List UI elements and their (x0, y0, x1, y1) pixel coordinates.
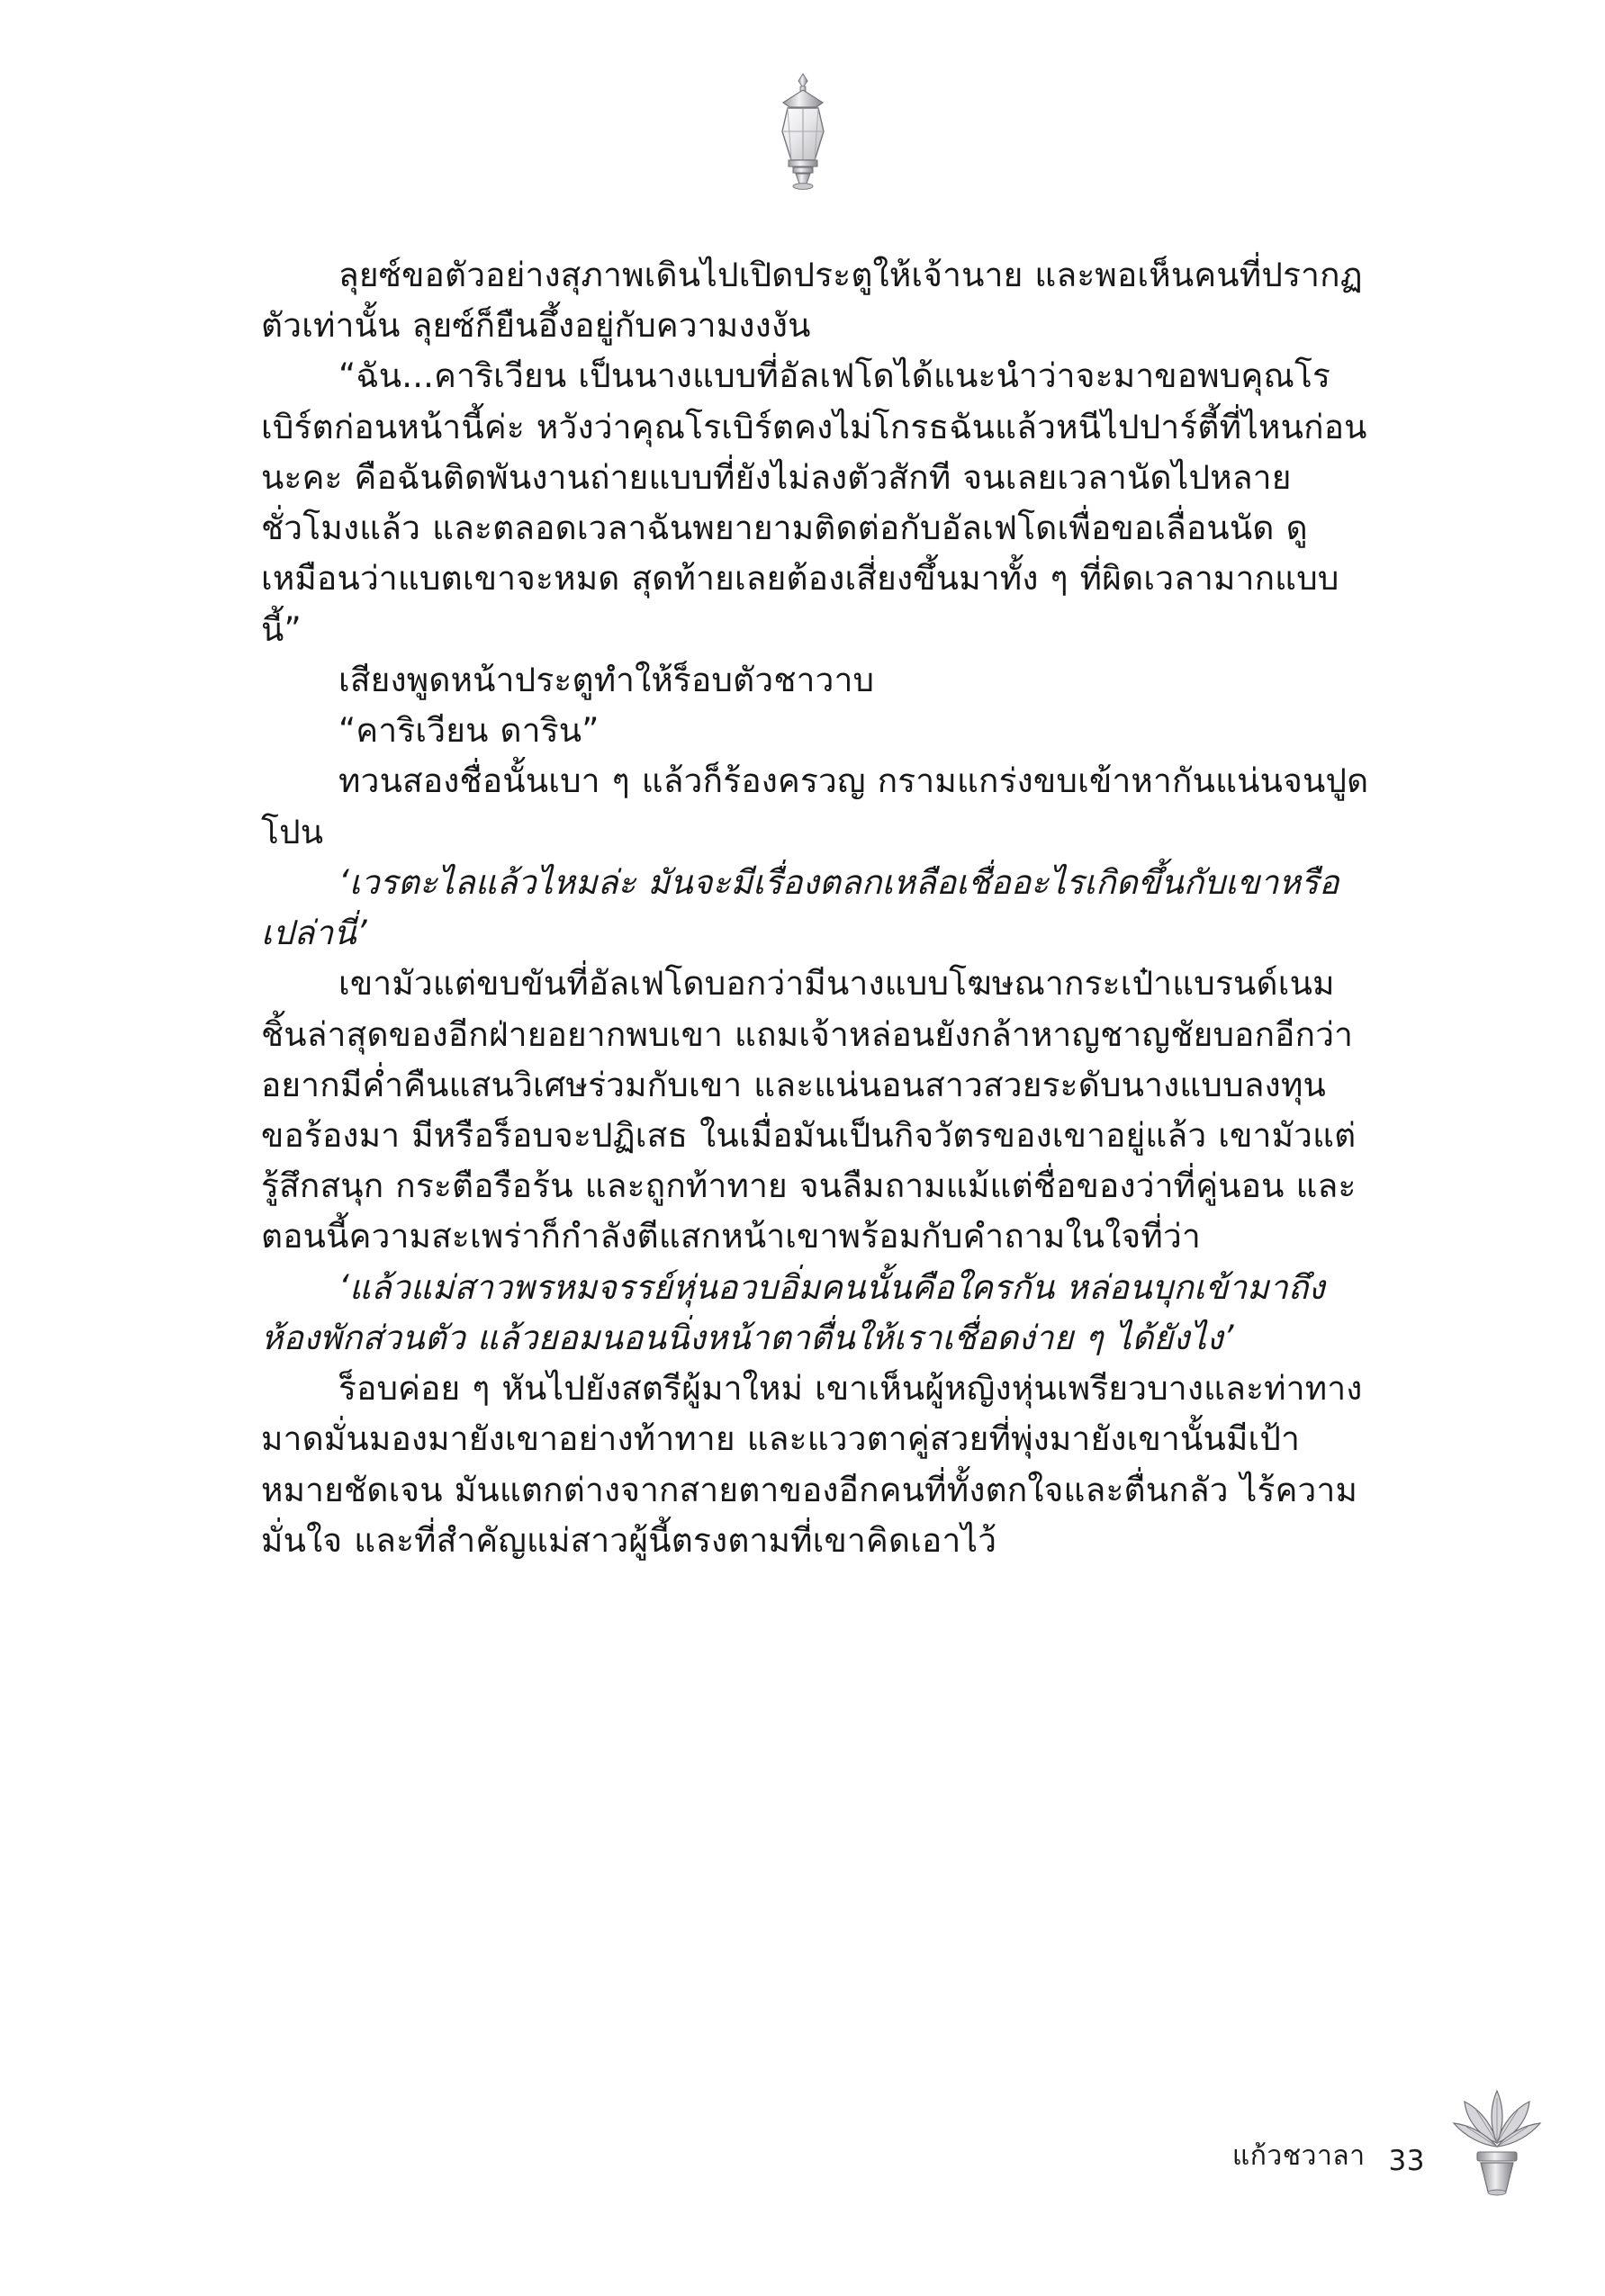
footer-author-name: แก้วชวาลา (1231, 2140, 1366, 2172)
paragraph-6-inner-thought: ‘เวรตะไลแล้วไหมล่ะ มันจะมีเรื่องตลกเหลือเชื่ออะไรเกิดขึ้นกับเขาหรือเปล่านี่’ (261, 862, 1339, 953)
page-number: 33 (1388, 2145, 1425, 2177)
body-text-column (261, 250, 1377, 1566)
top-ornament-container (0, 70, 1605, 192)
paragraph-5: ทวนสองชื่อนั้นเบา ๆ แล้วก็ร้องครวญ กรามแกร่งขบเข้าหากันแน่นจนปูดโปน (261, 761, 1369, 851)
paragraph-3: เสียงพูดหน้าประตูทำให้ร็อบตัวชาวาบ (338, 660, 875, 699)
paragraph-7: เขามัวแต่ขบขันที่อัลเฟโดบอกว่ามีนางแบบโฆษณากระเป๋าแบรนด์เนมชิ้นล่าสุดของอีกฝ่ายอยากพบเขา แถมเจ้าหล่อนยังกล้าหาญชาญชัยบอกอีกว่าอยากมีค่ำคืนแสนวิเศษร่วมกับเขา และแน่นอนสาวสวยระดับนางแบบลงทุนขอร้องมา มีหรือร็อบจะปฏิเสธ ในเมื่อมันเป็นกิจวัตรของเขาอยู่แล้ว เขามัวแต่รู้สึกสนุก กระตือรือร้น และถูกท้าทาย จนลืมถามแม้แต่ชื่อของว่าที่คู่นอน และตอนนี้ความสะเพร่าก็กำลังตีแสกหน้าเขาพร้อมกับคำถามในใจที่ว่า (261, 964, 1357, 1256)
page-footer (0, 2075, 1605, 2210)
paragraph-2: “ฉัน...คาริเวียน เป็นนางแบบที่อัลเฟโดได้แนะนำว่าจะมาขอพบคุณโรเบิร์ตก่อนหน้านี้ค่ะ หวังว่าคุณโรเบิร์ตคงไม่โกรธฉันแล้วหนีไปปาร์ตี้ที่ไหนก่อนนะคะ คือฉันติดพันงานถ่ายแบบที่ยังไม่ลงตัวสักที จนเลยเวลานัดไปหลายชั่วโมงแล้ว และตลอดเวลาฉันพยายามติดต่อกับอัลเฟโดเพื่อขอเลื่อนนัด ดูเหมือนว่าแบตเขาจะหมด สุดท้ายเลยต้องเสี่ยงขึ้นมาทั้ง ๆ ที่ผิดเวลามากแบบนี้” (261, 356, 1367, 649)
paragraph-1: ลุยซ์ขอตัวอย่างสุภาพเดินไปเปิดประตูให้เจ้านาย และพอเห็นคนที่ปรากฏตัวเท่านั้น ลุยซ์ก็ยืนอึ้งอยู่กับความงงงัน (261, 256, 1363, 346)
lantern-ornament (753, 70, 852, 192)
footer-text-group (1232, 2135, 1425, 2177)
paragraph-8-inner-thought: ‘แล้วแม่สาวพรหมจรรย์หุ่นอวบอิ่มคนนั้นคือใครกัน หล่อนบุกเข้ามาถึงห้องพักส่วนตัว แล้วยอมนอนนิ่งหน้าตาตื่นให้เราเชื่อดง่าย ๆ ได้ยังไง’ (261, 1267, 1325, 1357)
potted-plant-ornament (1443, 2084, 1551, 2201)
paragraph-4: “คาริเวียน ดาริน” (338, 711, 600, 751)
paragraph-9: ร็อบค่อย ๆ หันไปยังสตรีผู้มาใหม่ เขาเห็นผู้หญิงหุ่นเพรียวบางและท่าทางมาดมั่นมองมายังเขาอย่างท้าทาย และแววตาคู่สวยที่พุ่งมายังเขานั้นมีเป้าหมายชัดเจน มันแตกต่างจากสายตาของอีกคนที่ทั้งตกใจและตื่นกลัว ไร้ความมั่นใจ และที่สำคัญแม่สาวผู้นี้ตรงตามที่เขาคิดเอาไว้ (261, 1369, 1363, 1560)
